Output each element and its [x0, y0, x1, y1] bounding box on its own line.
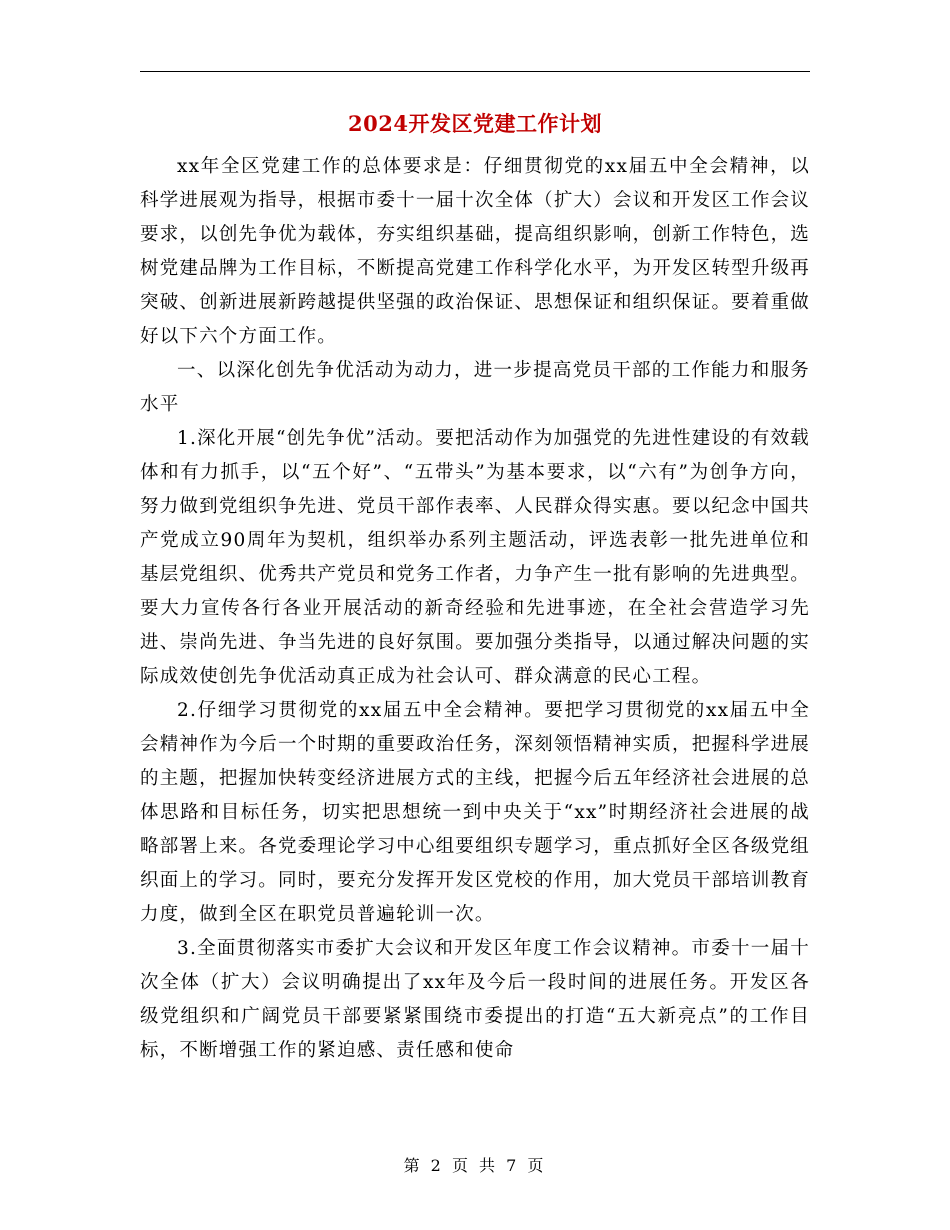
header-rule	[140, 71, 810, 72]
paragraph-item-2: 2.仔细学习贯彻党的xx届五中全会精神。要把学习贯彻党的xx届五中全会精神作为今后一个时期的重要政治任务，深刻领悟精神实质，把握科学进展的主题，把握加快转变经济进展方式的主线，把握今后五年经济社会进展的总体思路和目标任务，切实把思想统一到中央关于“xx”时期经济社会进展的战略部署上来。各党委理论学习中心组要组织专题学习，重点抓好全区各级党组织面上的学习。同时，要充分发挥开发区党校的作用，加大党员干部培训教育力度，做到全区在职党员普遍轮训一次。	[140, 700, 810, 925]
paragraph-item-3: 3.全面贯彻落实市委扩大会议和开发区年度工作会议精神。市委十一届十次全体（扩大）会议明确提出了xx年及今后一段时间的进展任务。开发区各级党组织和广阔党员干部要紧紧围绕市委提出的打造“五大新亮点”的工作目标，不断增强工作的紧迫感、责任感和使命	[140, 938, 810, 1061]
document-body	[140, 150, 810, 1068]
paragraph-item-1: 1.深化开展“创先争优”活动。要把活动作为加强党的先进性建设的有效载体和有力抓手，以“五个好”、“五带头”为基本要求，以“六有”为创争方向，努力做到党组织争先进、党员干部作表率、人民群众得实惠。要以纪念中国共产党成立90周年为契机，组织举办系列主题活动，评选表彰一批先进单位和基层党组织、优秀共产党员和党务工作者，力争产生一批有影响的先进典型。要大力宣传各行各业开展活动的新奇经验和先进事迹，在全社会营造学习先进、崇尚先进、争当先进的良好氛围。要加强分类指导，以通过解决问题的实际成效使创先争优活动真正成为社会认可、群众满意的民心工程。	[140, 428, 810, 687]
paragraph-intro: xx年全区党建工作的总体要求是：仔细贯彻党的xx届五中全会精神，以科学进展观为指导，根据市委十一届十次全体（扩大）会议和开发区工作会议要求，以创先争优为载体，夯实组织基础，提高组织影响，创新工作特色，选树党建品牌为工作目标，不断提高党建工作科学化水平，为开发区转型升级再突破、创新进展新跨越提供坚强的政治保证、思想保证和组织保证。要着重做好以下六个方面工作。	[140, 156, 810, 347]
page-footer: 第 2 页 共 7 页	[403, 1156, 547, 1175]
section-heading-1: 一、以深化创先争优活动为动力，进一步提高党员干部的工作能力和服务水平	[140, 360, 810, 415]
document-title: 2024开发区党建工作计划	[348, 111, 602, 136]
